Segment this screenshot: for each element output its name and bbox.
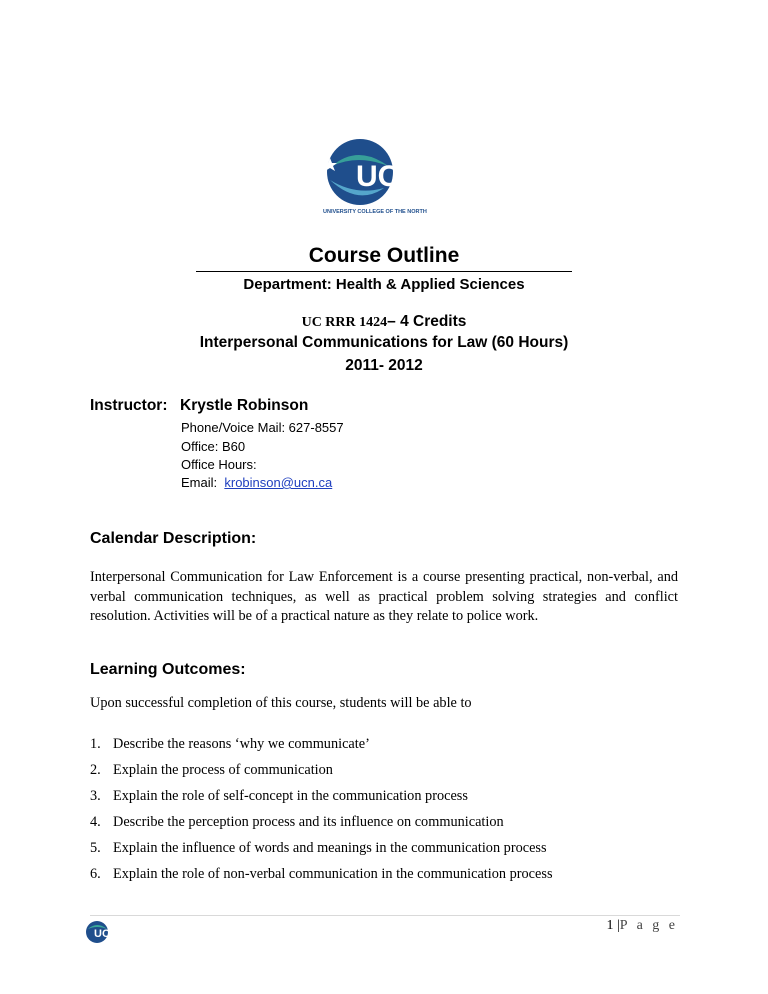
instructor-name: Krystle Robinson	[180, 397, 309, 414]
instructor-label: Instructor:	[90, 397, 168, 414]
instructor-phone: Phone/Voice Mail: 627-8557	[181, 420, 344, 435]
list-item: 3. Explain the role of self-concept in the communication process	[90, 788, 468, 804]
ucn-logo	[318, 136, 448, 216]
svg-text:UCN: UCN	[356, 160, 421, 193]
email-label: Email:	[181, 475, 218, 490]
course-code: UC RRR 1424	[301, 315, 388, 330]
footer-logo	[85, 918, 125, 946]
email-link[interactable]: krobinson@ucn.ca	[224, 475, 333, 490]
footer-divider	[90, 915, 680, 916]
instructor-office-hours: Office Hours:	[181, 457, 257, 472]
list-item: 6. Explain the role of non-verbal communication in the communication process	[90, 866, 553, 882]
list-item: 1. Describe the reasons ‘why we communicate’	[90, 736, 370, 752]
svg-text:UCN: UCN	[94, 928, 118, 940]
list-item: 4. Describe the perception process and its influence on communication	[90, 814, 504, 830]
list-item: 5. Explain the influence of words and meanings in the communication process	[90, 840, 547, 856]
course-code-line	[0, 313, 768, 331]
title-underline	[196, 271, 572, 272]
learning-outcomes-heading: Learning Outcomes:	[90, 661, 246, 678]
course-credits: – 4 Credits	[387, 313, 467, 330]
list-item: 2. Explain the process of communication	[90, 762, 333, 778]
page-number: 1 |P a g e	[606, 918, 678, 933]
svg-text:UNIVERSITY COLLEGE OF THE NORT: UNIVERSITY COLLEGE OF THE NORTH	[323, 209, 427, 215]
calendar-description-heading: Calendar Description:	[90, 530, 257, 547]
academic-year: 2011- 2012	[345, 357, 423, 374]
learning-outcomes-intro: Upon successful completion of this course, students will be able to	[90, 695, 472, 711]
calendar-description-text: Interpersonal Communication for Law Enforcement is a course presenting practical, non-verbal, and verbal communication techniques, as well as practical problem solving strategies and conflict resolution. Activities will be of a practical nature as they relate to police work.	[90, 569, 678, 624]
instructor-office: Office: B60	[181, 439, 246, 454]
course-name: Interpersonal Communications for Law (60 Hours)	[199, 334, 569, 351]
page-title: Course Outline	[308, 244, 460, 267]
department: Department: Health & Applied Sciences	[243, 276, 525, 293]
instructor-email-line	[181, 475, 332, 490]
learning-outcomes-list	[90, 735, 553, 891]
